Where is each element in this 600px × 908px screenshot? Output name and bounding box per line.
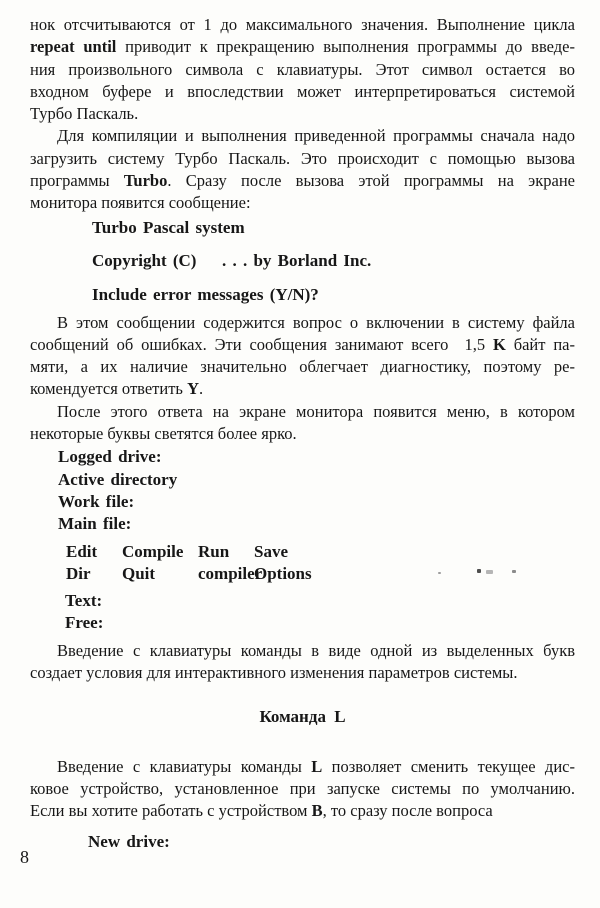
emphasis-text: Turbo: [123, 171, 168, 191]
screen-output-block: [88, 831, 575, 853]
text-segment: .: [199, 379, 204, 399]
menu-item: Dir: [66, 563, 91, 583]
screen-output-line: Turbo Pascal system: [92, 217, 245, 237]
text-segment: В этом сообщении содержится вопрос о включении в систему файла: [57, 312, 575, 332]
text-line: [30, 148, 575, 170]
text-segment: входном буфере и впоследствии может интерпретироваться системой: [30, 81, 575, 101]
screen-output-line: Active directory: [58, 469, 178, 489]
text-segment: некоторые буквы светятся более ярко.: [30, 424, 297, 444]
text-segment: Введение с клавиатуры команды: [57, 756, 312, 776]
text-segment: Турбо Паскаль.: [30, 104, 139, 124]
screen-output-block: [65, 590, 575, 635]
text-line: [30, 662, 575, 684]
text-line: [30, 778, 575, 800]
text-segment: программы: [30, 171, 124, 191]
text-line: [30, 378, 575, 400]
emphasis-text: Y: [187, 379, 199, 399]
menu-item: Run: [198, 541, 230, 561]
text-segment: ния произвольного символа с клавиатуры. Этот символ остается во: [30, 59, 575, 79]
text-line: [30, 59, 575, 81]
text-line: [30, 640, 575, 662]
text-segment: , то сразу после вопроса: [322, 801, 493, 821]
text-line: [30, 423, 575, 445]
menu-item: Options: [254, 563, 312, 583]
text-segment: ковое устройство, установленное при запуске системы по умолчанию.: [30, 778, 575, 798]
text-line: [30, 14, 575, 36]
text-line: [30, 125, 575, 147]
screen-output-line: Main file:: [58, 514, 132, 534]
menu-row: [66, 563, 575, 585]
text-line: [30, 36, 575, 58]
scan-artifact: [486, 570, 493, 574]
text-segment: позволяет сменить текущее дис-: [322, 756, 575, 776]
page-text: [30, 14, 575, 853]
menu-row: [66, 541, 575, 563]
paragraph: [30, 756, 575, 823]
text-line: [30, 356, 575, 378]
emphasis-text: repeat until: [30, 37, 117, 57]
emphasis-text: K: [492, 334, 506, 354]
page-number: 8: [20, 847, 29, 867]
menu-item: compiler: [198, 563, 263, 583]
text-segment: Для компиляции и выполнения приведенной программы сначала надо: [57, 126, 575, 146]
menu-item: Edit: [66, 541, 98, 561]
screen-output-line: Copyright (C) . . . by Borland Inc.: [92, 251, 372, 271]
screen-output-line: Free:: [65, 613, 104, 633]
emphasis-text: L: [311, 756, 323, 776]
screen-output-line: Text:: [65, 591, 103, 611]
text-segment: приводит к прекращению выполнения программы до введе-: [116, 37, 575, 57]
scan-artifact: [438, 572, 441, 574]
paragraph: [30, 312, 575, 401]
screen-output-line: Include error messages (Y/N)?: [92, 285, 319, 305]
section-heading: Команда L: [259, 707, 346, 727]
text-segment: монитора появится сообщение:: [30, 193, 251, 213]
screen-output-block: [58, 446, 575, 535]
paragraph: [30, 125, 575, 214]
text-segment: комендуется ответить: [30, 379, 188, 399]
text-line: [30, 756, 575, 778]
text-segment: байт па-: [505, 334, 575, 354]
menu-item: Quit: [122, 563, 156, 583]
screen-output-block: [92, 217, 575, 307]
menu-item: Compile: [122, 541, 184, 561]
text-line: [30, 192, 575, 214]
text-line: [30, 334, 575, 356]
text-segment: После этого ответа на экране монитора появится меню, в котором: [57, 401, 575, 421]
scan-artifact: [477, 569, 481, 573]
text-segment: сообщений об ошибках. Эти сообщения занимают всего 1,5: [30, 334, 493, 354]
text-line: [30, 170, 575, 192]
paragraph: [30, 14, 575, 125]
text-line: [30, 312, 575, 334]
text-segment: создает условия для интерактивного изменения параметров системы.: [30, 663, 518, 683]
screen-output-line: Logged drive:: [58, 447, 162, 467]
screen-output-line: New drive:: [88, 831, 170, 851]
text-segment: нок отсчитываются от 1 до максимального значения. Выполнение цикла: [30, 15, 575, 34]
text-segment: Если вы хотите работать с устройством: [30, 801, 312, 821]
paragraph: [30, 640, 575, 685]
text-line: [30, 81, 575, 103]
emphasis-text: B: [311, 801, 323, 821]
text-line: [30, 800, 575, 822]
menu-block: [66, 541, 575, 586]
text-segment: мяти, а их наличие значительно облегчает диагностику, поэтому ре-: [30, 357, 575, 377]
text-segment: Введение с клавиатуры команды в виде одной из выделенных букв: [57, 640, 575, 660]
menu-item: Save: [254, 541, 288, 561]
text-segment: . Сразу после вызова этой программы на экране: [167, 171, 576, 191]
text-segment: загрузить систему Турбо Паскаль. Это происходит с помощью вызова: [30, 148, 575, 168]
text-line: [30, 401, 575, 423]
text-line: [30, 103, 575, 125]
scan-artifact: [512, 570, 516, 573]
paragraph: [30, 401, 575, 446]
screen-output-line: Work file:: [58, 491, 135, 511]
